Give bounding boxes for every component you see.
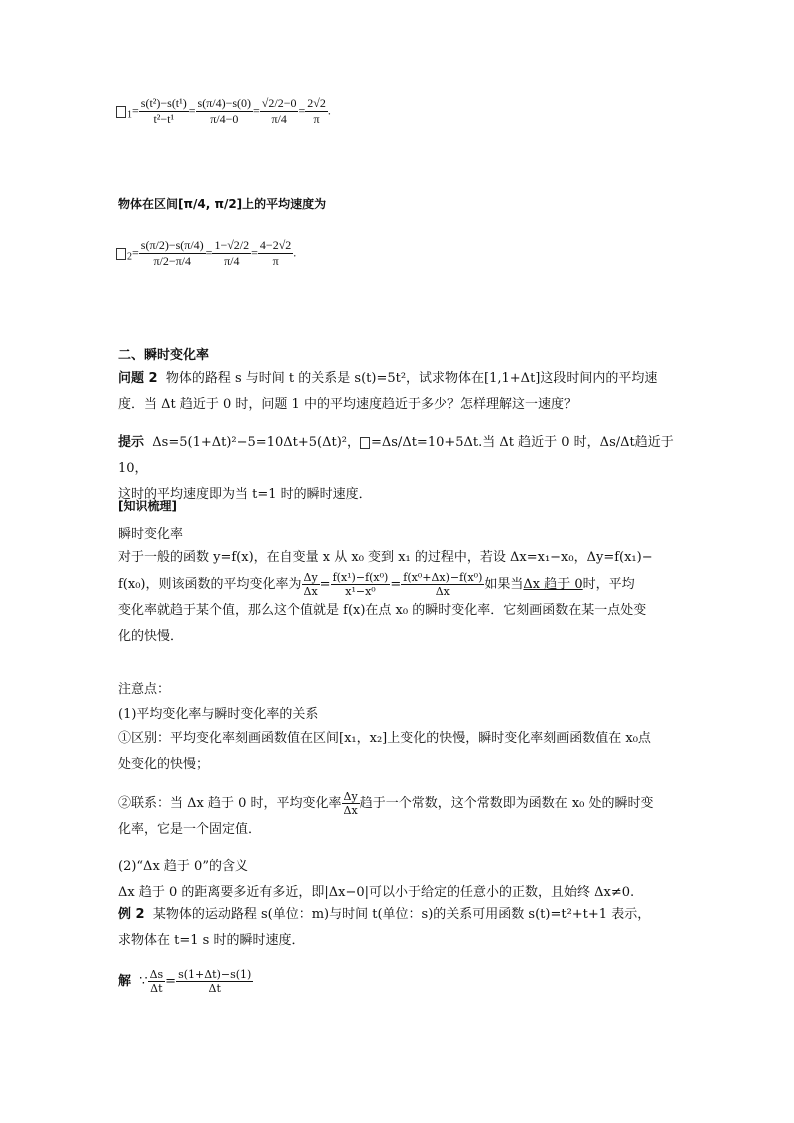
note-2-heading: (2)“Δx 趋于 0”的含义 bbox=[118, 859, 248, 874]
note-1-b-line-2: 化率，它是一个固定值． bbox=[118, 822, 262, 837]
eq2-fraction-2: $\frac{1-√2/2}{\pi/4}$ bbox=[214, 238, 250, 268]
solution-label: 解 bbox=[118, 974, 132, 989]
note-2-text: Δx 趋于 0 的距离要多近有多近，即|Δx−0|可以小于给定的任意小的正数，且始终 Δx≠0. bbox=[118, 885, 635, 900]
definition-line-4: 化的快慢． bbox=[118, 629, 184, 644]
eq1-fraction-3: $\frac{√2/2-0}{\pi/4}$ bbox=[261, 96, 297, 126]
note-1-a-line-2: 处变化的快慢； bbox=[118, 757, 210, 772]
definition-line-2b: 如果当 bbox=[484, 577, 524, 592]
problem-2-label: 问题 2 bbox=[118, 371, 158, 386]
problem-2 bbox=[118, 366, 678, 418]
note-1-heading: (1)平均变化率与瞬时变化率的关系 bbox=[118, 707, 319, 722]
hint-label: 提示 bbox=[118, 435, 145, 450]
solution-fraction-2: $\frac{s(1+\Delta t)-s(1)}{\Delta t}$ bbox=[178, 968, 252, 995]
solution: 解 ∵ $\frac{\Delta s}{\Delta t}$ = $\frac{s(1+\Delta t)-s(1)}{\Delta t}$ bbox=[118, 968, 252, 995]
example-2-label: 例 2 bbox=[118, 907, 145, 922]
definition-line-3: 变化率就趋于某个值，那么这个值就是 f(x)在点 x₀ 的瞬时变化率．它刻画函数在某一点处变 bbox=[118, 603, 647, 618]
eq2-fraction-3: $\frac{4-2√2}{\pi}$ bbox=[259, 238, 292, 268]
note-1-b-line-1a: ②联系：当 Δx 趋于 0 时，平均变化率 bbox=[118, 796, 342, 811]
instant-rate-heading: 瞬时变化率 bbox=[118, 527, 184, 542]
eq1-fraction-2: $\frac{s(\pi/4)-s(0)}{\pi/4-0}$ bbox=[197, 96, 252, 126]
equation-average-speed-2: $_2$= $\frac{s(\pi/2)-s(\pi/4)}{\pi/2-\pi/4}$ = $\frac{1-√2/2}{\pi/4}$ = $\frac{4-2√2}{\pi}$ . bbox=[116, 238, 296, 269]
hint-line-1: Δs=5(1+Δt)²−5=10Δt+5(Δt)²， bbox=[152, 435, 360, 450]
definition-line-2a: f(x₀)，则该函数的平均变化率为 bbox=[118, 577, 302, 592]
section-heading: 二、瞬时变化率 bbox=[118, 348, 210, 363]
note-1-a bbox=[118, 726, 678, 778]
example-2 bbox=[118, 902, 678, 954]
problem-2-text: 物体的路程 s 与时间 t 的关系是 s(t)=5t²，试求物体在[1,1+Δt]这段时间内的平均速度．当 Δt 趋近于 0 时，问题 1 中的平均速度趋近于多少？怎样理解这一速度？ bbox=[118, 371, 658, 412]
v-bar-symbol bbox=[116, 106, 126, 118]
hint-line-1b: =Δs/Δt=10+5Δt.当 Δt 趋近于 0 时，Δs/Δt趋近于 10， bbox=[118, 435, 674, 476]
note-1-a-line-1: ①区别：平均变化率刻画函数值在区间[x₁，x₂]上变化的快慢，瞬时变化率刻画函数值在 x₀点 bbox=[118, 731, 651, 746]
solution-fraction-1: $\frac{\Delta s}{\Delta t}$ bbox=[149, 968, 164, 995]
hint-block bbox=[118, 430, 678, 508]
v-bar-symbol-3 bbox=[360, 437, 370, 449]
definition-block: 对于一般的函数 y=f(x)，在自变量 x 从 x₀ 变到 x₁ 的过程中，若设 Δx=x₁−x₀，Δy=f(x₁)− f(x₀)，则该函数的平均变化率为 $\frac{\Delta y}{\Delta x}$ = $\frac{\text{f(x¹)−f(x⁰)}}{\text{x¹−x⁰}}$ = $\frac{\text{f(x⁰+Δx)−f(x⁰)}}{\Delta x}$ 如果当Δx 趋于 0时，平均 变化率就趋于某个值，那么这个值就是 f(x)在点 x₀ 的瞬时变化率．它刻画函数在某一点处变 化的快慢． bbox=[118, 550, 653, 644]
eq1-fraction-4: $\frac{2√2}{\pi}$ bbox=[307, 96, 326, 126]
definition-fraction-c: $\frac{\text{f(x⁰+Δx)−f(x⁰)}}{\Delta x}$ bbox=[403, 571, 483, 598]
example-2-line-1: 某物体的运动路程 s(单位：m)与时间 t(单位：s)的关系可用函数 s(t)=t²+t+1 表示， bbox=[152, 907, 651, 922]
equation-average-speed-1: $_1$= $\frac{\text{s(t²)−s(t¹)}}{\text{t²−t¹}}$ = $\frac{s(\pi/4)-s(0)}{\pi/4-0}$ = $\frac{√2/2-0}{\pi/4}$ = $\frac{2√2}{\pi}$ . bbox=[116, 96, 331, 127]
notes-heading: 注意点： bbox=[118, 682, 171, 697]
knowledge-heading: [知识梳理] bbox=[118, 499, 177, 513]
note-1-b-line-1b: 趋于一个常数，这个常数即为函数在 x₀ 处的瞬时变 bbox=[359, 796, 654, 811]
eq1-fraction-1: $\frac{\text{s(t²)−s(t¹)}}{\text{t²−t¹}}$ bbox=[140, 96, 187, 126]
note-1-b bbox=[118, 790, 678, 843]
eq1-subscript: 1 bbox=[127, 109, 132, 121]
interval-text: 物体在区间[π/4, π/2]上的平均速度为 bbox=[118, 197, 327, 211]
hint-line-2: 这时的平均速度即为当 t=1 时的瞬时速度． bbox=[118, 487, 372, 502]
definition-line-1: 对于一般的函数 y=f(x)，在自变量 x 从 x₀ 变到 x₁ 的过程中，若设 Δx=x₁−x₀，Δy=f(x₁)− bbox=[118, 550, 653, 565]
eq2-fraction-1: $\frac{s(\pi/2)-s(\pi/4)}{\pi/2-\pi/4}$ bbox=[140, 238, 204, 268]
eq2-subscript: 2 bbox=[127, 251, 132, 263]
definition-line-2c: Δx 趋于 0 bbox=[523, 577, 583, 592]
definition-fraction-b: $\frac{\text{f(x¹)−f(x⁰)}}{\text{x¹−x⁰}}$ bbox=[332, 571, 389, 598]
example-2-line-2: 求物体在 t=1 s 时的瞬时速度． bbox=[118, 933, 305, 948]
definition-line-2d: 时，平均 bbox=[582, 577, 635, 592]
because-symbol: ∵ bbox=[139, 974, 148, 989]
v-bar-symbol-2 bbox=[116, 248, 126, 260]
note-1-b-fraction: $\frac{\Delta y}{\Delta x}$ bbox=[343, 790, 358, 817]
definition-fraction-a: $\frac{\Delta y}{\Delta x}$ bbox=[303, 571, 318, 598]
